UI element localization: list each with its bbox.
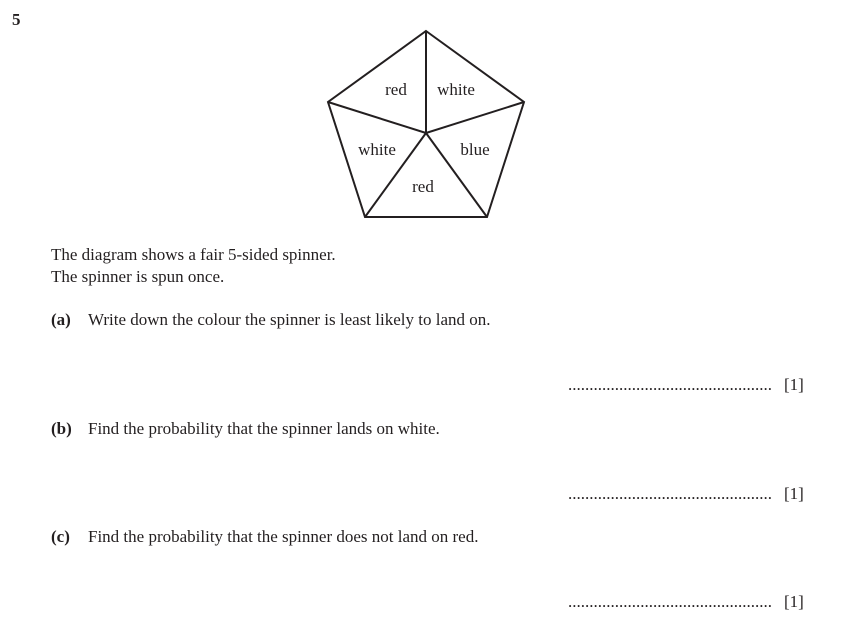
part-c [51, 527, 478, 547]
question-intro [51, 244, 336, 288]
intro-line: The spinner is spun once. [51, 267, 225, 286]
part-text: Find the probability that the spinner lands on white. [88, 419, 440, 438]
part-label: (c) [51, 527, 70, 546]
sector-label: red [385, 80, 407, 99]
answer-dots: ................................................ [568, 375, 772, 394]
spinner-divider [426, 102, 524, 133]
intro-line: The diagram shows a fair 5-sided spinner. [51, 245, 336, 264]
sector-label: blue [460, 140, 490, 159]
sector-label: red [412, 177, 434, 196]
part-text: Write down the colour the spinner is least likely to land on. [88, 310, 491, 329]
part-label: (b) [51, 419, 72, 438]
sector-label: white [437, 80, 475, 99]
marks-label: [1] [784, 592, 804, 611]
sector-label: white [358, 140, 396, 159]
answer-line-a[interactable] [568, 375, 804, 395]
answer-line-b[interactable] [568, 484, 804, 504]
part-label: (a) [51, 310, 71, 329]
question-number: 5 [12, 10, 21, 29]
spinner-divider [328, 102, 426, 133]
answer-dots: ................................................ [568, 484, 772, 503]
answer-dots: ................................................ [568, 592, 772, 611]
spinner-diagram [0, 0, 853, 240]
marks-label: [1] [784, 484, 804, 503]
answer-line-c[interactable] [568, 592, 804, 612]
part-text: Find the probability that the spinner does not land on red. [88, 527, 479, 546]
part-a [51, 310, 491, 330]
part-b [51, 419, 440, 439]
marks-label: [1] [784, 375, 804, 394]
